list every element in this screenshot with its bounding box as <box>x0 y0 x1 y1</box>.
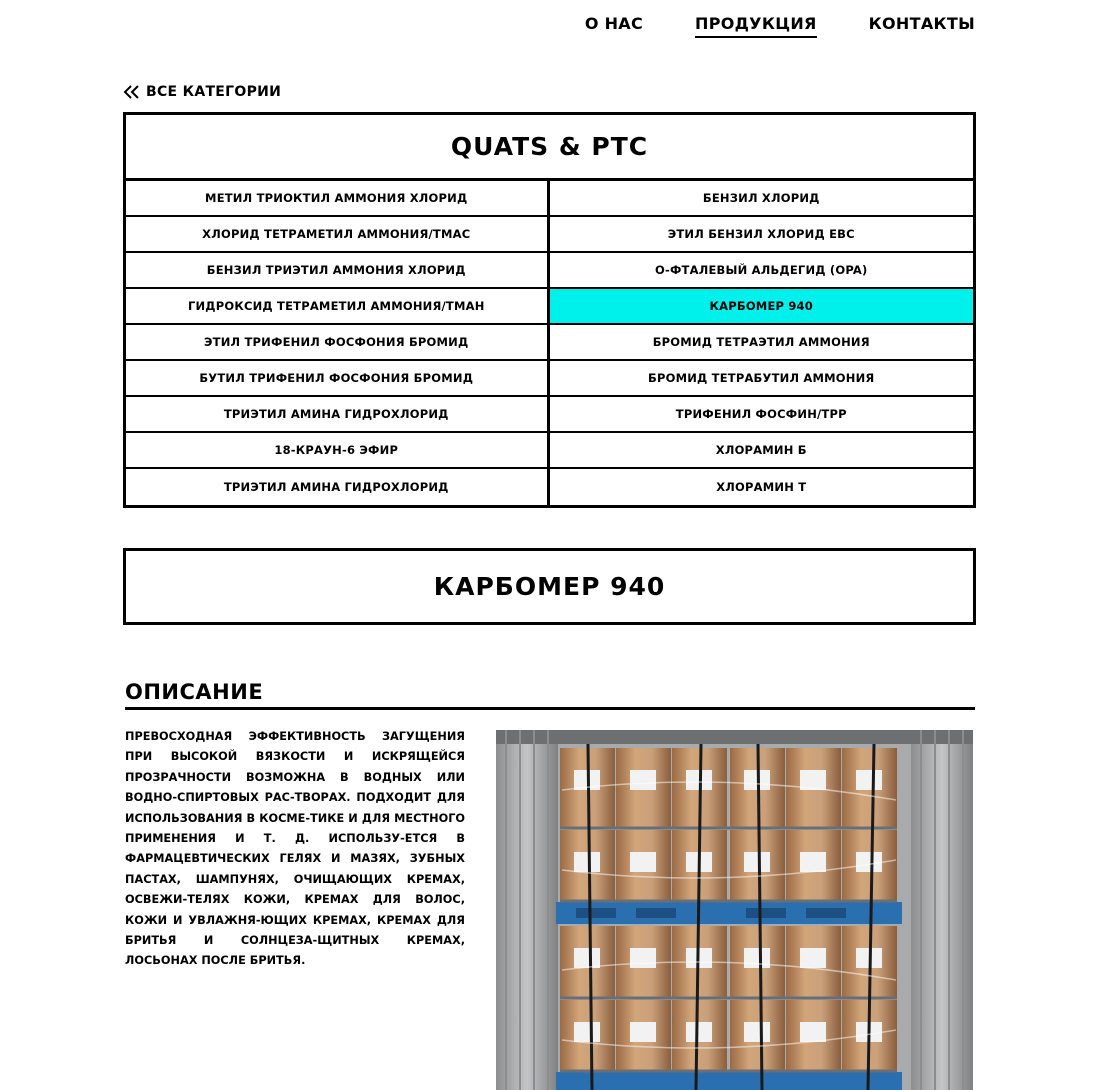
category-item[interactable]: ТРИЭТИЛ АМИНА ГИДРОХЛОРИД <box>126 469 550 505</box>
product-photo <box>496 730 973 1090</box>
category-item[interactable]: О-ФТАЛЕВЫЙ АЛЬДЕГИД (OPA) <box>550 253 974 289</box>
category-item[interactable]: ХЛОРАМИН Б <box>550 433 974 469</box>
product-title: КАРБОМЕР 940 <box>123 548 976 625</box>
category-item[interactable]: ТРИЭТИЛ АМИНА ГИДРОХЛОРИД <box>126 397 550 433</box>
nav-contacts[interactable]: КОНТАКТЫ <box>868 14 975 33</box>
product-photo-drawing <box>496 730 973 1090</box>
top-nav <box>585 14 975 38</box>
category-item[interactable]: ГИДРОКСИД ТЕТРАМЕТИЛ АММОНИЯ/TMAH <box>126 289 550 325</box>
category-item[interactable]: МЕТИЛ ТРИОКТИЛ АММОНИЯ ХЛОРИД <box>126 181 550 217</box>
double-chevron-left-icon <box>123 85 140 99</box>
category-table <box>123 112 976 508</box>
category-item-active[interactable]: КАРБОМЕР 940 <box>550 289 974 325</box>
category-item[interactable]: БЕНЗИЛ ТРИЭТИЛ АММОНИЯ ХЛОРИД <box>126 253 550 289</box>
category-item[interactable]: БУТИЛ ТРИФЕНИЛ ФОСФОНИЯ БРОМИД <box>126 361 550 397</box>
category-item[interactable]: БРОМИД ТЕТРАЭТИЛ АММОНИЯ <box>550 325 974 361</box>
category-item[interactable]: ЭТИЛ БЕНЗИЛ ХЛОРИД EBC <box>550 217 974 253</box>
category-item[interactable]: ХЛОРАМИН Т <box>716 480 807 494</box>
category-item[interactable]: ЭТИЛ ТРИФЕНИЛ ФОСФОНИЯ БРОМИД <box>126 325 550 361</box>
category-title: QUATS & PTC <box>126 115 973 181</box>
nav-about[interactable]: О НАС <box>584 14 644 33</box>
category-item[interactable]: ТРИФЕНИЛ ФОСФИН/TPP <box>550 397 974 433</box>
description-text: ПРЕВОСХОДНАЯ ЭФФЕКТИВНОСТЬ ЗАГУЩЕНИЯ ПРИ ВЫСОКОЙ ВЯЗКОСТИ И ИСКРЯЩЕЙСЯ ПРОЗРАЧНОСТИ ВОЗМОЖНА В ВОДНЫХ ИЛИ ВОДНО-СПИРТОВЫХ РАС-ТВОРАХ. ПОДХОДИТ ДЛЯ ИСПОЛЬЗОВАНИЯ В КОСМЕ-ТИКЕ И ДЛЯ МЕСТНОГО ПРИМЕНЕНИЯ И Т. Д. ИСПОЛЬЗУ-ЕТСЯ В ФАРМАЦЕВТИЧЕСКИХ ГЕЛЯХ И МАЗЯХ, ЗУБНЫХ ПАСТАХ, ШАМПУНЯХ, ОЧИЩАЮЩИХ КРЕМАХ, ОСВЕЖИ-ТЕЛЯХ КОЖИ, КРЕМАХ ДЛЯ ВОЛОС, КОЖИ И УВЛАЖНЯ-ЮЩИХ КРЕМАХ, КРЕМАХ ДЛЯ БРИТЬЯ И СОЛНЦЕЗА-ЩИТНЫХ КРЕМАХ, ЛОСЬОНАХ ПОСЛЕ БРИТЬЯ. <box>125 730 465 968</box>
description-heading: ОПИСАНИЕ <box>125 680 975 710</box>
category-item[interactable]: 18-КРАУН-6 ЭФИР <box>126 433 550 469</box>
all-categories-link[interactable] <box>123 84 281 100</box>
nav-products[interactable]: ПРОДУКЦИЯ <box>695 14 817 38</box>
category-item[interactable]: БРОМИД ТЕТРАБУТИЛ АММОНИЯ <box>550 361 974 397</box>
all-categories-label: ВСЕ КАТЕГОРИИ <box>146 84 282 100</box>
category-grid <box>126 181 973 505</box>
category-item[interactable]: БЕНЗИЛ ХЛОРИД <box>550 181 974 217</box>
category-item[interactable]: ХЛОРИД ТЕТРАМЕТИЛ АММОНИЯ/TMAC <box>126 217 550 253</box>
